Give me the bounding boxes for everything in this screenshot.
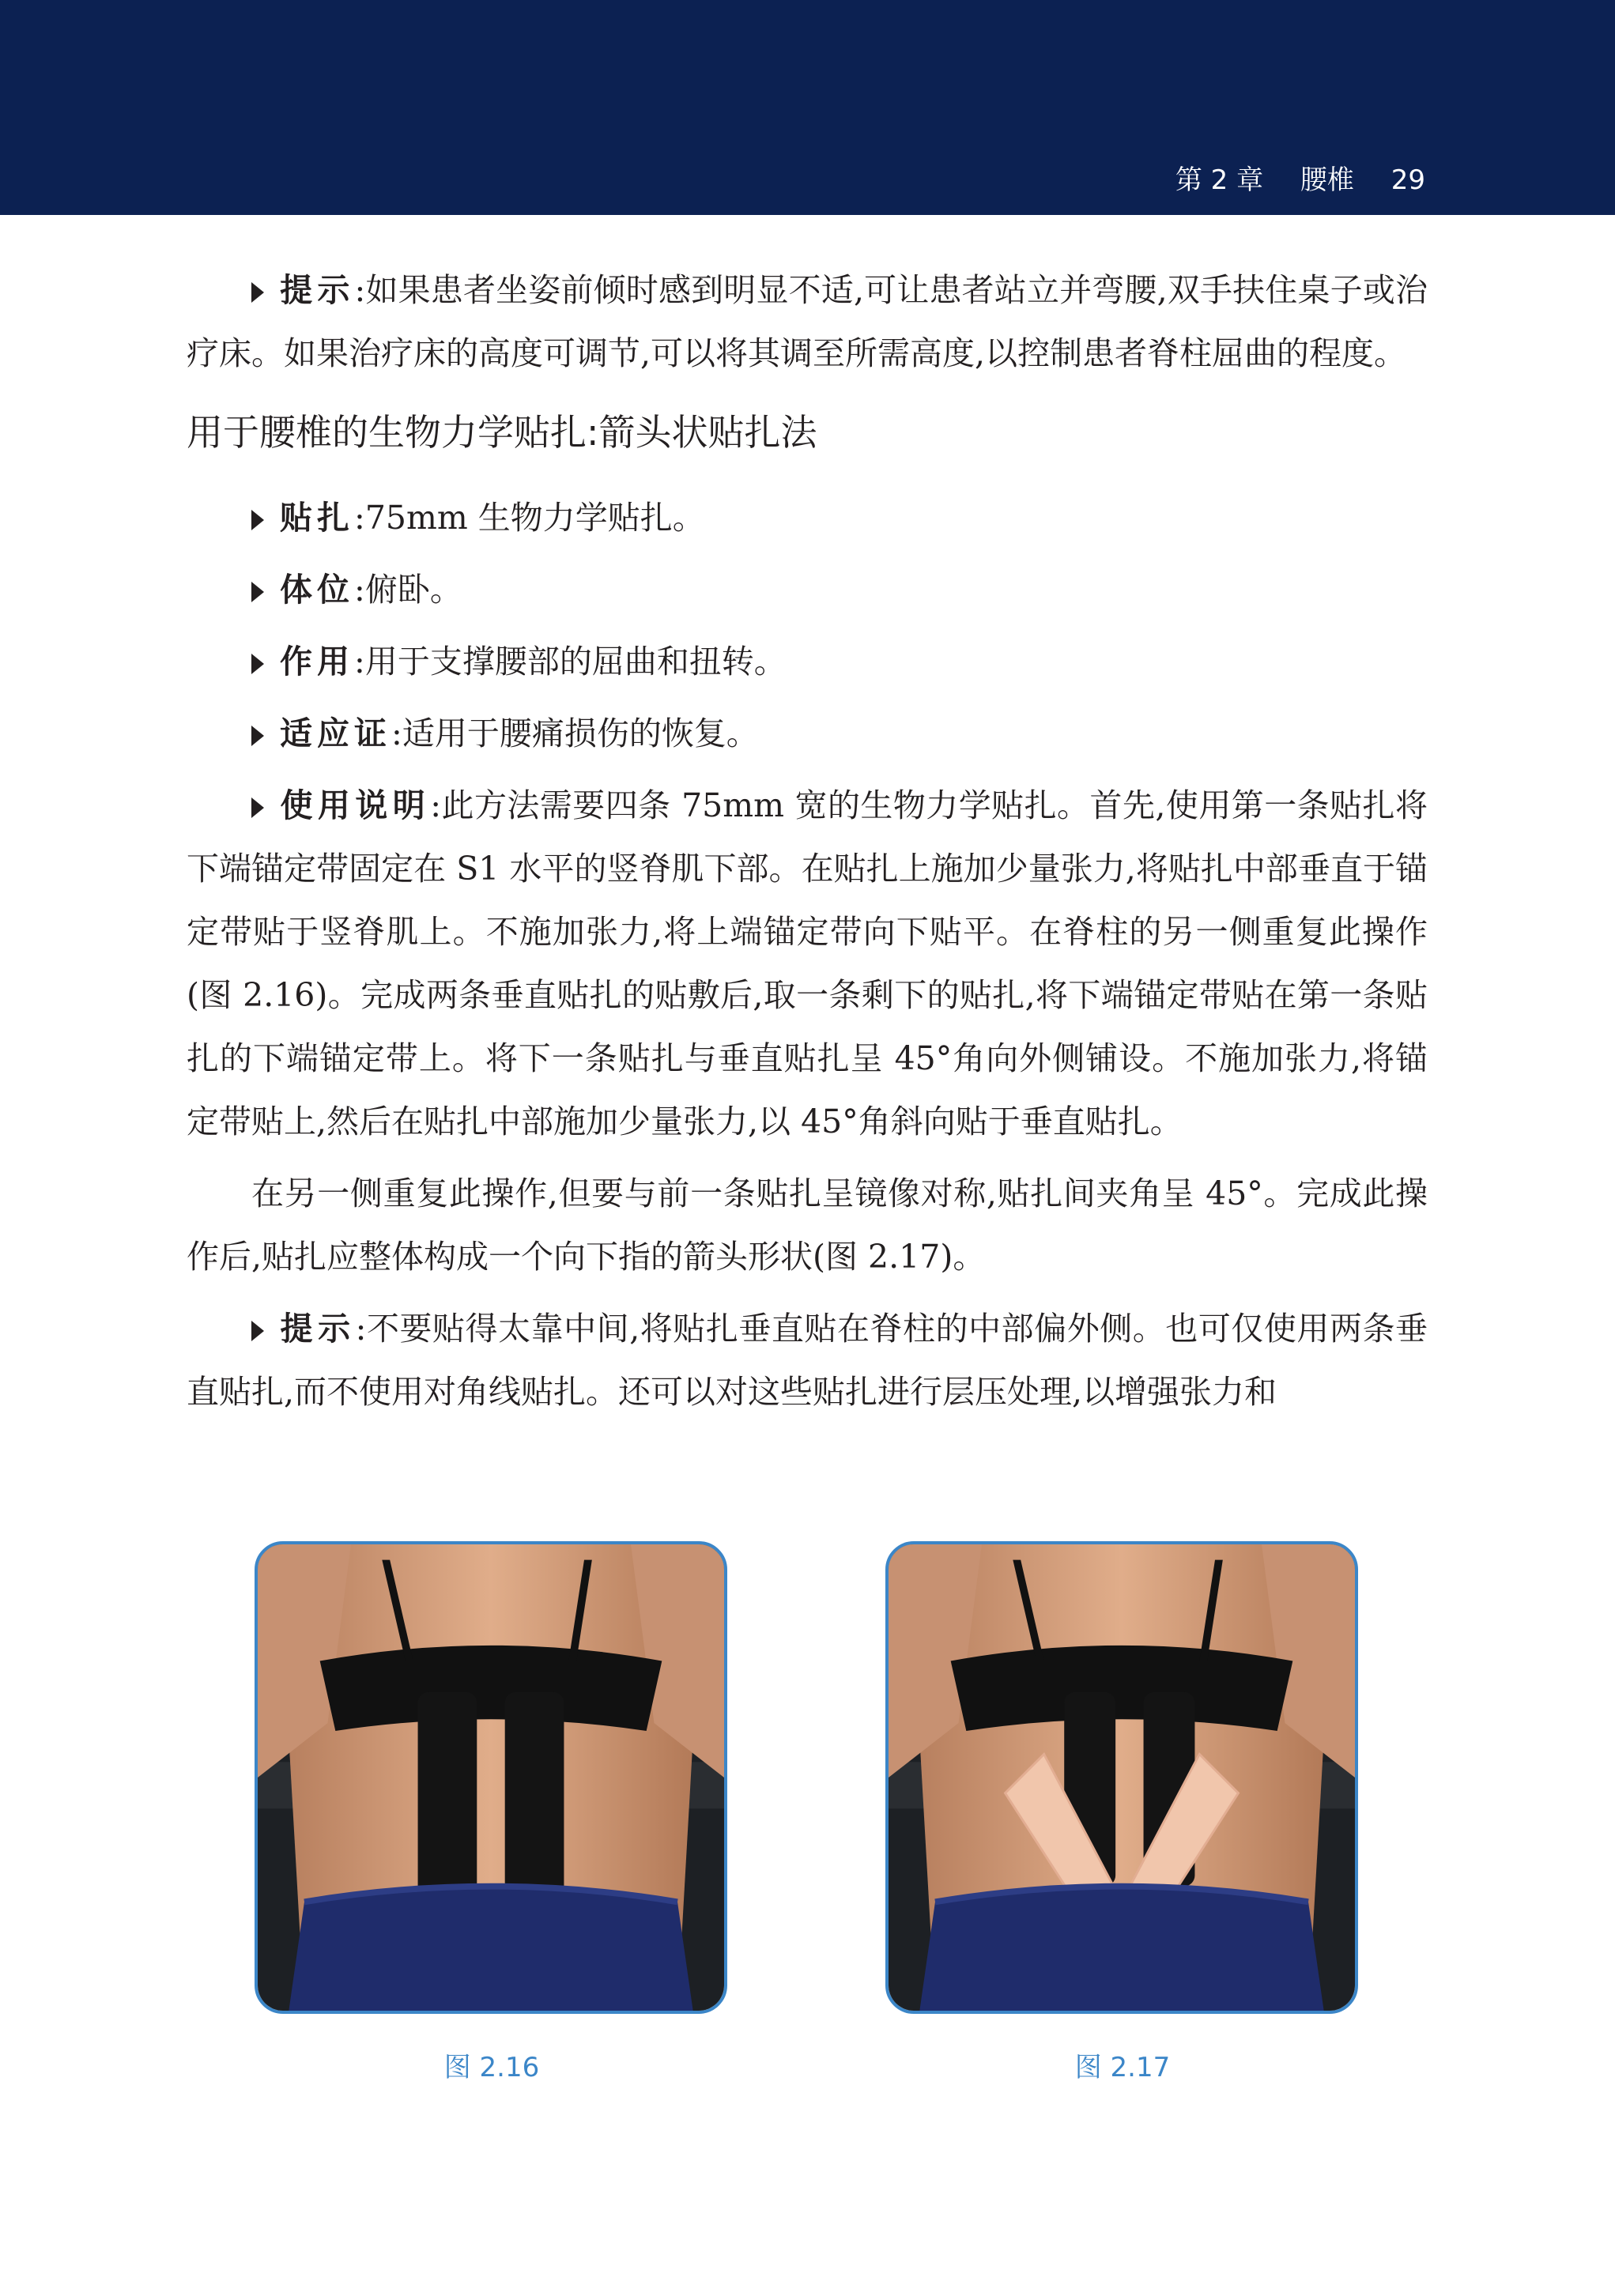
tip-label: 提示 bbox=[280, 1310, 356, 1348]
spec-text: :适用于腰痛损伤的恢复。 bbox=[391, 714, 759, 752]
spec-text: :75mm 生物力学贴扎。 bbox=[354, 499, 705, 537]
tip-paragraph-2 bbox=[187, 1297, 1428, 1423]
figure-caption: 图 2.16 bbox=[443, 2052, 540, 2083]
figure-2-17-photo bbox=[885, 1541, 1358, 2014]
tip-text: :不要贴得太靠中间,将贴扎垂直贴在脊柱的中部偏外侧。也可仅使用两条垂直贴扎,而不使用对角线贴扎。还可以对这些贴扎进行层压处理,以增强张力和 bbox=[187, 1310, 1428, 1411]
mirror-paragraph: 在另一侧重复此操作,但要与前一条贴扎呈镜像对称,贴扎间夹角呈 45°。完成此操作后,贴扎应整体构成一个向下指的箭头形状(图 2.17)。 bbox=[187, 1174, 1428, 1276]
chapter-number: 第 2 章 bbox=[1175, 164, 1264, 196]
spec-function bbox=[187, 630, 1428, 693]
instructions-text: :此方法需要四条 75mm 宽的生物力学贴扎。首先,使用第一条贴扎将下端锚定带固定在 S1 水平的竖脊肌下部。在贴扎上施加少量张力,将贴扎中部垂直于锚定带贴于竖脊肌上。不施加张力,将上端锚定带向下贴平。在脊柱的另一侧重复此操作(图 2.16)。完成两条垂直贴扎的贴敷后,取一条剩下的贴扎,将下端锚定带贴在第一条贴扎的下端锚定带上。将下一条贴扎与垂直贴扎呈 45°角向外侧铺设。不施加张力,将锚定带贴上,然后在贴扎中部施加少量张力,以 45°角斜向贴于垂直贴扎。 bbox=[187, 786, 1428, 1140]
running-head bbox=[1175, 158, 1425, 197]
spec-label: 适应证 bbox=[280, 714, 391, 752]
spec-label: 体位 bbox=[280, 571, 354, 609]
spec-indication bbox=[187, 702, 1428, 765]
spec-label: 贴扎 bbox=[280, 499, 354, 537]
spec-taping bbox=[187, 486, 1428, 549]
bullet-triangle-icon bbox=[251, 282, 264, 303]
bullet-triangle-icon bbox=[251, 726, 264, 746]
figure-2-16-photo bbox=[255, 1541, 727, 2014]
bullet-triangle-icon bbox=[251, 510, 264, 530]
spec-text: :俯卧。 bbox=[354, 571, 462, 609]
page-number: 29 bbox=[1390, 164, 1425, 196]
chapter-title: 腰椎 bbox=[1300, 164, 1354, 196]
tip-paragraph bbox=[187, 258, 1428, 385]
spec-label: 作用 bbox=[280, 643, 354, 681]
page-header bbox=[0, 0, 1615, 215]
spec-position bbox=[187, 558, 1428, 621]
figure-caption: 图 2.17 bbox=[1074, 2052, 1171, 2083]
bullet-triangle-icon bbox=[251, 582, 264, 602]
tip-text: :如果患者坐姿前倾时感到明显不适,可让患者站立并弯腰,双手扶住桌子或治疗床。如果治疗床的高度可调节,可以将其调至所需高度,以控制患者脊柱屈曲的程度。 bbox=[187, 271, 1428, 372]
instructions-paragraph bbox=[187, 774, 1428, 1153]
tip-label: 提示 bbox=[280, 271, 355, 309]
spec-text: :用于支撑腰部的屈曲和扭转。 bbox=[354, 643, 787, 681]
bullet-triangle-icon bbox=[251, 797, 264, 818]
bullet-triangle-icon bbox=[251, 1321, 264, 1341]
bullet-triangle-icon bbox=[251, 654, 264, 674]
instructions-label: 使用说明 bbox=[280, 786, 431, 824]
page-body bbox=[187, 258, 1428, 1432]
section-title: 用于腰椎的生物力学贴扎:箭头状贴扎法 bbox=[187, 411, 817, 454]
